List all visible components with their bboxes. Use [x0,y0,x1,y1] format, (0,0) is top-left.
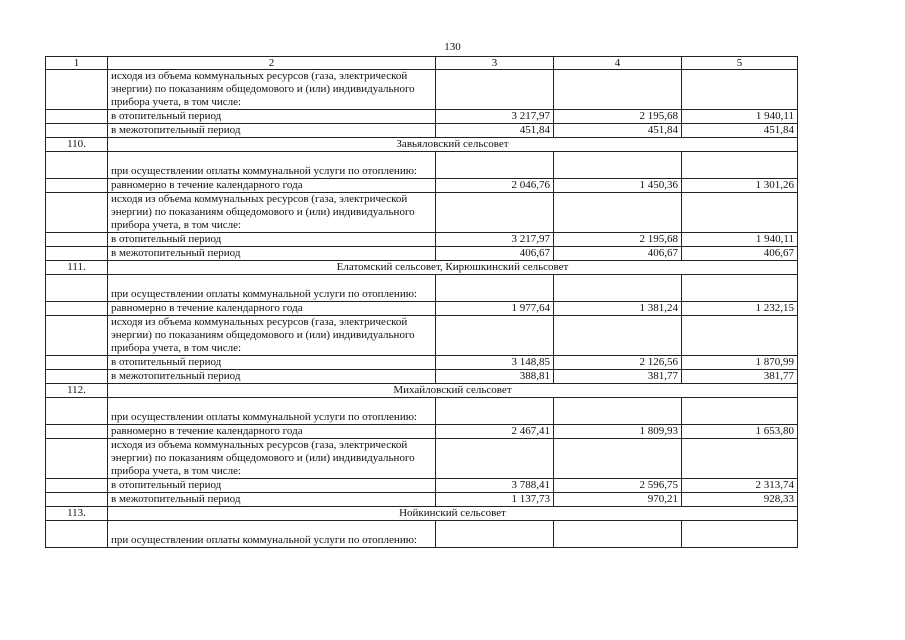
index-cell [46,521,108,548]
section-index: 111. [46,261,108,275]
description-cell: при осуществлении оплаты коммунальной услуги по отоплению: [108,152,436,179]
index-cell [46,275,108,302]
value-cell-empty [436,521,554,548]
table-header-row [46,57,798,70]
section-index: 113. [46,507,108,521]
period-label: в межотопительный период [108,493,436,507]
value-cell-empty [554,275,682,302]
description-cell: при осуществлении оплаты коммунальной услуги по отоплению: [108,275,436,302]
value-col-3: 2 046,76 [436,179,554,193]
value-col-3: 1 977,64 [436,302,554,316]
value-col-3: 406,67 [436,247,554,261]
index-cell [46,425,108,439]
value-cell-empty [554,70,682,110]
description-row [46,275,798,302]
value-row [46,110,798,124]
column-header: 1 [46,57,108,70]
value-col-5: 928,33 [682,493,798,507]
value-cell-empty [436,398,554,425]
value-cell-empty [682,439,798,479]
value-col-3: 388,81 [436,370,554,384]
value-cell-empty [436,193,554,233]
value-cell-empty [682,275,798,302]
column-header: 4 [554,57,682,70]
index-cell [46,247,108,261]
column-header: 2 [108,57,436,70]
index-cell [46,370,108,384]
period-label: равномерно в течение календарного года [108,425,436,439]
value-col-5: 1 232,15 [682,302,798,316]
description-cell: исходя из объема коммунальных ресурсов (газа, электрической энергии) по показаниям общедомового и (или) индивидуального прибора учета, в том числе: [108,439,436,479]
description-cell: исходя из объема коммунальных ресурсов (газа, электрической энергии) по показаниям общедомового и (или) индивидуального прибора учета, в том числе: [108,193,436,233]
period-label: в отопительный период [108,110,436,124]
index-cell [46,70,108,110]
section-index: 112. [46,384,108,398]
period-label: в отопительный период [108,233,436,247]
value-col-5: 1 653,80 [682,425,798,439]
value-col-3: 3 788,41 [436,479,554,493]
section-title: Нойкинский сельсовет [108,507,798,521]
description-row [46,439,798,479]
period-label: в межотопительный период [108,370,436,384]
value-cell-empty [682,70,798,110]
value-cell-empty [682,316,798,356]
value-row [46,179,798,193]
value-col-5: 406,67 [682,247,798,261]
value-row [46,493,798,507]
value-col-4: 451,84 [554,124,682,138]
index-cell [46,316,108,356]
description-row [46,152,798,179]
value-col-3: 1 137,73 [436,493,554,507]
value-cell-empty [554,521,682,548]
value-row [46,302,798,316]
value-cell-empty [436,152,554,179]
description-row [46,316,798,356]
description-cell: при осуществлении оплаты коммунальной услуги по отоплению: [108,398,436,425]
value-cell-empty [436,275,554,302]
value-col-3: 3 217,97 [436,110,554,124]
description-row [46,398,798,425]
section-index: 110. [46,138,108,152]
column-header: 3 [436,57,554,70]
value-col-4: 1 450,36 [554,179,682,193]
value-col-4: 1 381,24 [554,302,682,316]
value-cell-empty [554,193,682,233]
value-col-5: 1 940,11 [682,110,798,124]
value-cell-empty [554,152,682,179]
value-col-4: 1 809,93 [554,425,682,439]
period-label: в межотопительный период [108,247,436,261]
index-cell [46,110,108,124]
page-number: 130 [444,41,461,53]
index-cell [46,356,108,370]
section-row [46,507,798,521]
value-col-5: 1 870,99 [682,356,798,370]
value-col-5: 381,77 [682,370,798,384]
index-cell [46,233,108,247]
value-cell-empty [682,193,798,233]
value-row [46,124,798,138]
value-row [46,233,798,247]
value-cell-empty [682,521,798,548]
value-cell-empty [682,398,798,425]
section-title: Михайловский сельсовет [108,384,798,398]
value-col-5: 1 940,11 [682,233,798,247]
value-row [46,425,798,439]
period-label: в межотопительный период [108,124,436,138]
section-row [46,138,798,152]
value-col-4: 2 596,75 [554,479,682,493]
description-row [46,193,798,233]
value-col-3: 2 467,41 [436,425,554,439]
index-cell [46,493,108,507]
index-cell [46,479,108,493]
description-row [46,521,798,548]
value-row [46,356,798,370]
value-col-4: 970,21 [554,493,682,507]
value-col-4: 2 126,56 [554,356,682,370]
column-header: 5 [682,57,798,70]
value-col-4: 2 195,68 [554,110,682,124]
description-cell: исходя из объема коммунальных ресурсов (газа, электрической энергии) по показаниям общедомового и (или) индивидуального прибора учета, в том числе: [108,70,436,110]
section-title: Елатомский сельсовет, Кирюшкинский сельсовет [108,261,798,275]
section-row [46,261,798,275]
period-label: равномерно в течение календарного года [108,302,436,316]
description-cell: исходя из объема коммунальных ресурсов (газа, электрической энергии) по показаниям общедомового и (или) индивидуального прибора учета, в том числе: [108,316,436,356]
description-cell: при осуществлении оплаты коммунальной услуги по отоплению: [108,521,436,548]
period-label: равномерно в течение календарного года [108,179,436,193]
index-cell [46,439,108,479]
value-row [46,370,798,384]
value-cell-empty [554,398,682,425]
value-col-3: 3 217,97 [436,233,554,247]
value-row [46,247,798,261]
index-cell [46,124,108,138]
value-row [46,479,798,493]
index-cell [46,302,108,316]
value-col-3: 3 148,85 [436,356,554,370]
value-col-5: 451,84 [682,124,798,138]
value-col-5: 2 313,74 [682,479,798,493]
index-cell [46,179,108,193]
value-col-5: 1 301,26 [682,179,798,193]
description-row [46,70,798,110]
value-cell-empty [554,316,682,356]
section-title: Завьяловский сельсовет [108,138,798,152]
value-col-3: 451,84 [436,124,554,138]
period-label: в отопительный период [108,356,436,370]
value-cell-empty [682,152,798,179]
section-row [46,384,798,398]
value-cell-empty [436,439,554,479]
value-col-4: 2 195,68 [554,233,682,247]
value-cell-empty [436,70,554,110]
period-label: в отопительный период [108,479,436,493]
index-cell [46,398,108,425]
value-cell-empty [436,316,554,356]
value-cell-empty [554,439,682,479]
index-cell [46,152,108,179]
index-cell [46,193,108,233]
tariff-table [45,56,798,548]
value-col-4: 406,67 [554,247,682,261]
value-col-4: 381,77 [554,370,682,384]
